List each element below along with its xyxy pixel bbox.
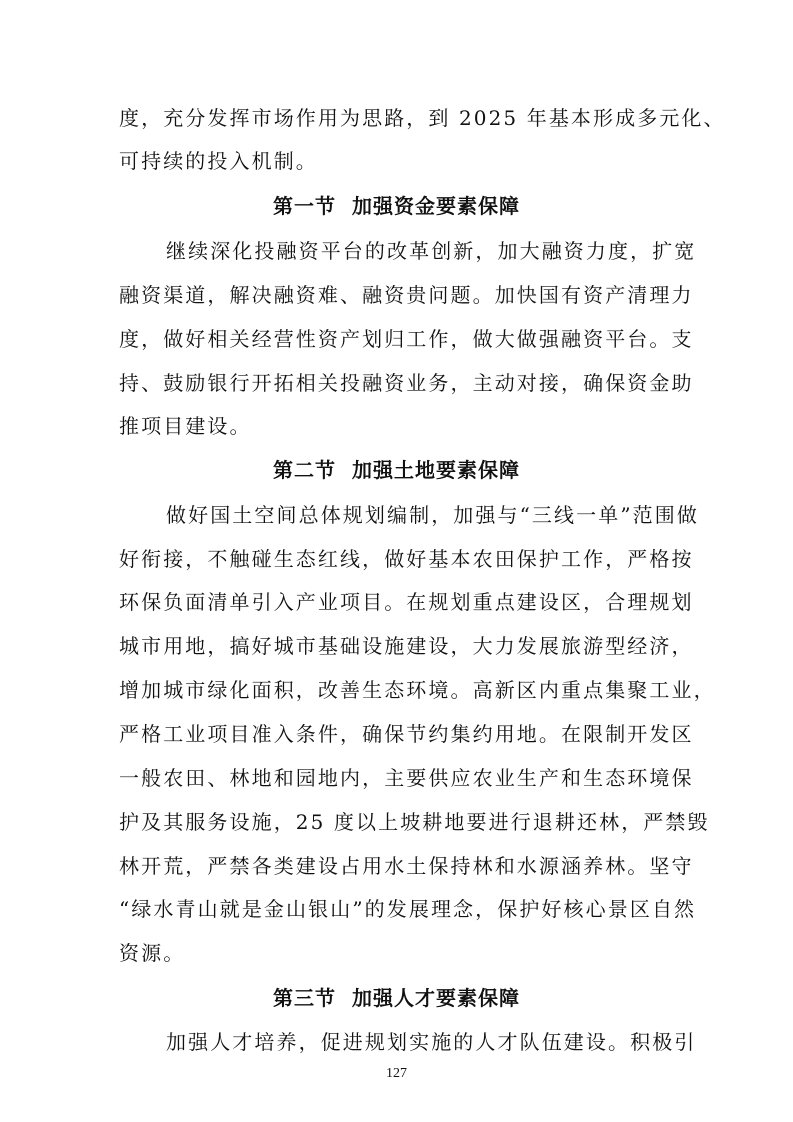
text-line: 环保负面清单引入产业项目。在规划重点建设区，合理规划 [119, 590, 694, 614]
text-line: 融资渠道，解决融资难、融资贵问题。加快国有资产清理力 [119, 283, 694, 307]
text-line: 度，做好相关经营性资产划归工作，做大做强融资平台。支 [119, 327, 694, 351]
text-line: 继续深化投融资平台的改革创新，加大融资力度，扩宽 [166, 239, 697, 263]
text-line: 增加城市绿化面积，改善生态环境。高新区内重点集聚工业， [119, 678, 716, 702]
page-number: 127 [386, 1066, 407, 1081]
text-line: “绿水青山就是金山银山”的发展理念，保护好核心景区自然 [119, 897, 697, 921]
text-line: 林开荒，严禁各类建设占用水土保持林和水源涵养林。坚守 [119, 854, 694, 878]
section-heading-1: 第一节 加强资金要素保障 [273, 194, 520, 218]
text-line: 严格工业项目准入条件，确保节约集约用地。在限制开发区 [119, 722, 694, 746]
section-heading-2: 第二节 加强土地要素保障 [273, 458, 520, 482]
text-line: 度，充分发挥市场作用为思路，到 2025 年基本形成多元化、 [119, 106, 726, 130]
text-line: 城市用地，搞好城市基础设施建设，大力发展旅游型经济， [119, 634, 694, 658]
text-line: 可持续的投入机制。 [119, 149, 318, 173]
text-line: 推项目建设。 [119, 414, 252, 438]
text-line: 一般农田、林地和园地内，主要供应农业生产和生态环境保 [119, 766, 694, 790]
text-line: 好衔接，不触碰生态红线，做好基本农田保护工作，严格按 [119, 547, 694, 571]
text-line: 资源。 [119, 941, 186, 965]
text-line: 持、鼓励银行开拓相关投融资业务，主动对接，确保资金助 [119, 371, 694, 395]
text-line: 加强人才培养，促进规划实施的人才队伍建设。积极引 [166, 1030, 697, 1054]
text-line: 护及其服务设施，25 度以上坡耕地要进行退耕还林，严禁毁 [119, 810, 710, 834]
section-heading-3: 第三节 加强人才要素保障 [273, 986, 520, 1010]
text-line: 做好国土空间总体规划编制，加强与“三线一单”范围做 [166, 503, 699, 527]
